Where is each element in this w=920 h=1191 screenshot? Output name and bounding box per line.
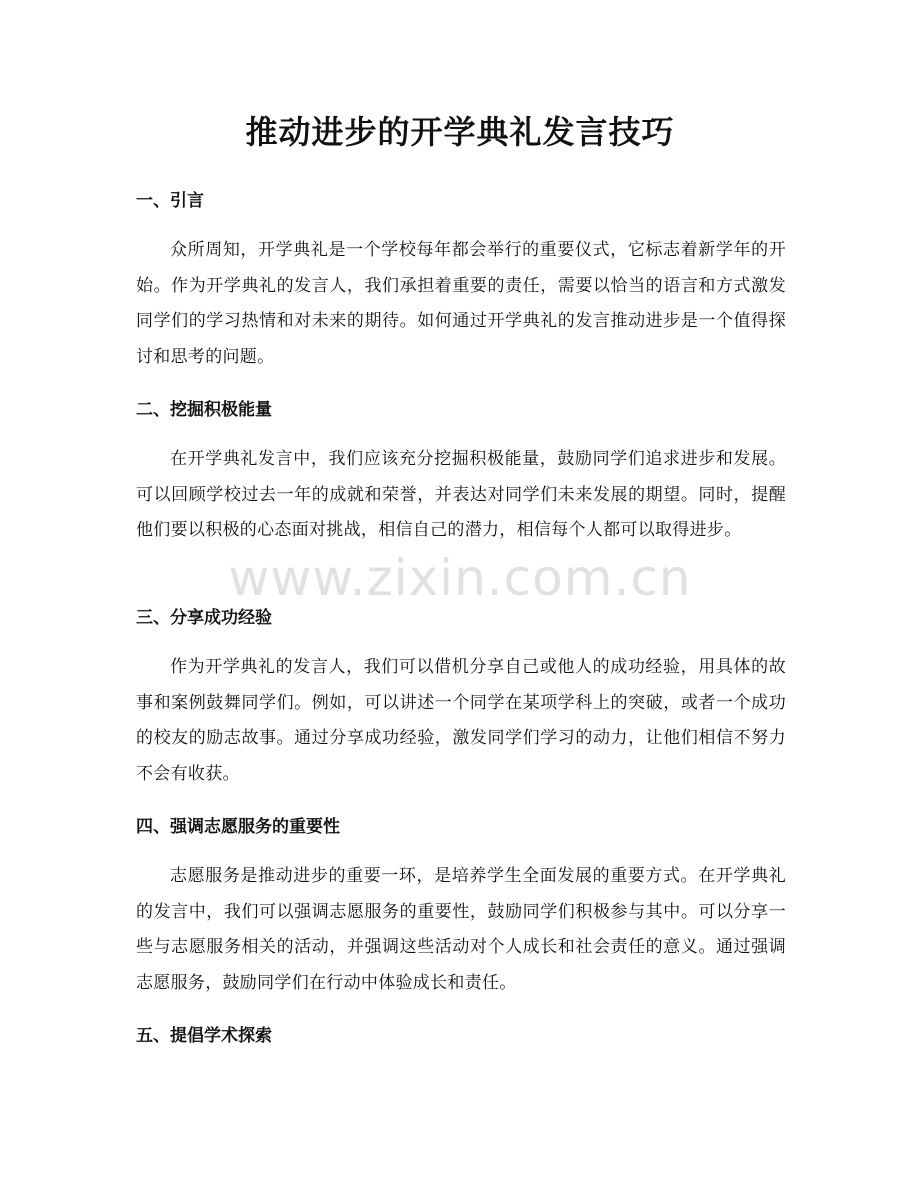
document-title: 推动进步的开学典礼发言技巧 [245, 113, 675, 151]
section-heading-volunteer-service: 四、强调志愿服务的重要性 [136, 817, 340, 837]
section-paragraph-introduction: 众所周知，开学典礼是一个学校每年都会举行的重要仪式，它标志着新学年的开始。作为开学典礼的发言人，我们承担着重要的责任，需要以恰当的语言和方式激发同学们的学习热情和对未来的期待。如何通过开学典礼的发言推动进步是一个值得探讨和思考的问题。 [136, 240, 786, 367]
section-paragraph-volunteer-service: 志愿服务是推动进步的重要一环，是培养学生全面发展的重要方式。在开学典礼的发言中，我们可以强调志愿服务的重要性，鼓励同学们积极参与其中。可以分享一些与志愿服务相关的活动，并强调这些活动对个人成长和社会责任的意义。通过强调志愿服务，鼓励同学们在行动中体验成长和责任。 [136, 866, 786, 993]
watermark: www.zixin.com.cn [228, 549, 692, 607]
section-paragraph-positive-energy: 在开学典礼发言中，我们应该充分挖掘积极能量，鼓励同学们追求进步和发展。可以回顾学校过去一年的成就和荣誉，并表达对同学们未来发展的期望。同时，提醒他们要以积极的心态面对挑战，相信自己的潜力，相信每个人都可以取得进步。 [136, 449, 786, 540]
section-heading-introduction: 一、引言 [136, 191, 204, 211]
section-heading-positive-energy: 二、挖掘积极能量 [136, 400, 272, 420]
section-heading-success-experience: 三、分享成功经验 [136, 608, 272, 628]
section-heading-academic-exploration: 五、提倡学术探索 [136, 1026, 272, 1046]
section-paragraph-success-experience: 作为开学典礼的发言人，我们可以借机分享自己或他人的成功经验，用具体的故事和案例鼓舞同学们。例如，可以讲述一个同学在某项学科上的突破，或者一个成功的校友的励志故事。通过分享成功经验，激发同学们学习的动力，让他们相信不努力不会有收获。 [136, 657, 786, 784]
